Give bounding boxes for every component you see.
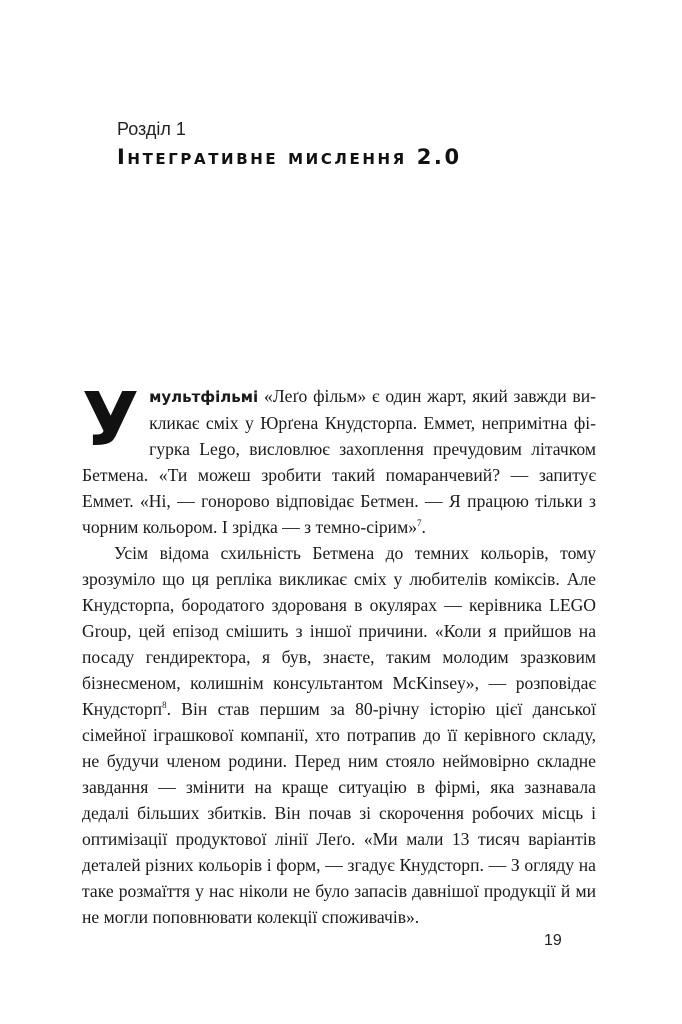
paragraph-1-text-a: «Леґо фільм» є один жарт, який завжди викликає сміх у Юрґена Кнудсторпа. Еммет, непримітна фігурка Lego, висловлює захоплення пречудовим літачком Бетмена. «Ти можеш зробити такий помаранчевий? — запитує Еммет. «Ні, — гоноровo відповідає Бетмен. — Я працюю тільки з чорним кольором. І зрідка — з темно-сірим» (82, 386, 596, 537)
paragraph-1 (82, 377, 596, 540)
paragraph-2-text-a: Усім відома схильність Бетмена до темних кольорів, тому зрозуміло що ця репліка викликає сміх у любителів коміксів. Але Кнудсторпа, бородатого здорованя в окулярах — керівника LEGO Group, цей епізод смішить з іншої причини. «Коли я прийшов на посаду гендиректора, я був, знаєте, таким молодим зразковим бізнесменом, колишнім консультантом McKinsey», — розповідає Кнудсторп (82, 543, 596, 719)
paragraph-1-text-b: . (421, 517, 426, 537)
body-text (82, 377, 596, 930)
drop-cap: У (82, 377, 140, 463)
paragraph-2-text-b: . Він став першим за 80-річну історію цієї данської сімейної іграшкової компанії, хто потрапив до її керівного складу, не будучи членом родини. Перед ним стояло неймовірно складне завдання — змінити на краще ситуацію в фірмі, яка зазнавала дедалі більших збитків. Він почав зі скорочення робочих місць і оптимізації продуктової лінії Леґо. «Ми мали 13 тисяч варіантів деталей різних кольорів і форм, — згадує Кнудсторп. — З огляду на таке розмаїття у нас ніколи не було запасів давнішої продукції й ми не могли поповнювати колекції споживачів». (82, 699, 596, 927)
lead-in-word: мультфільмі (149, 388, 259, 406)
chapter-title: Інтегративне мислення 2.0 (117, 145, 462, 169)
footnote-ref-7[interactable]: 7 (417, 518, 422, 529)
page-number: 19 (544, 932, 562, 949)
footnote-ref-8[interactable]: 8 (162, 700, 167, 711)
paragraph-2 (82, 540, 596, 930)
chapter-label: Розділ 1 (117, 119, 186, 139)
